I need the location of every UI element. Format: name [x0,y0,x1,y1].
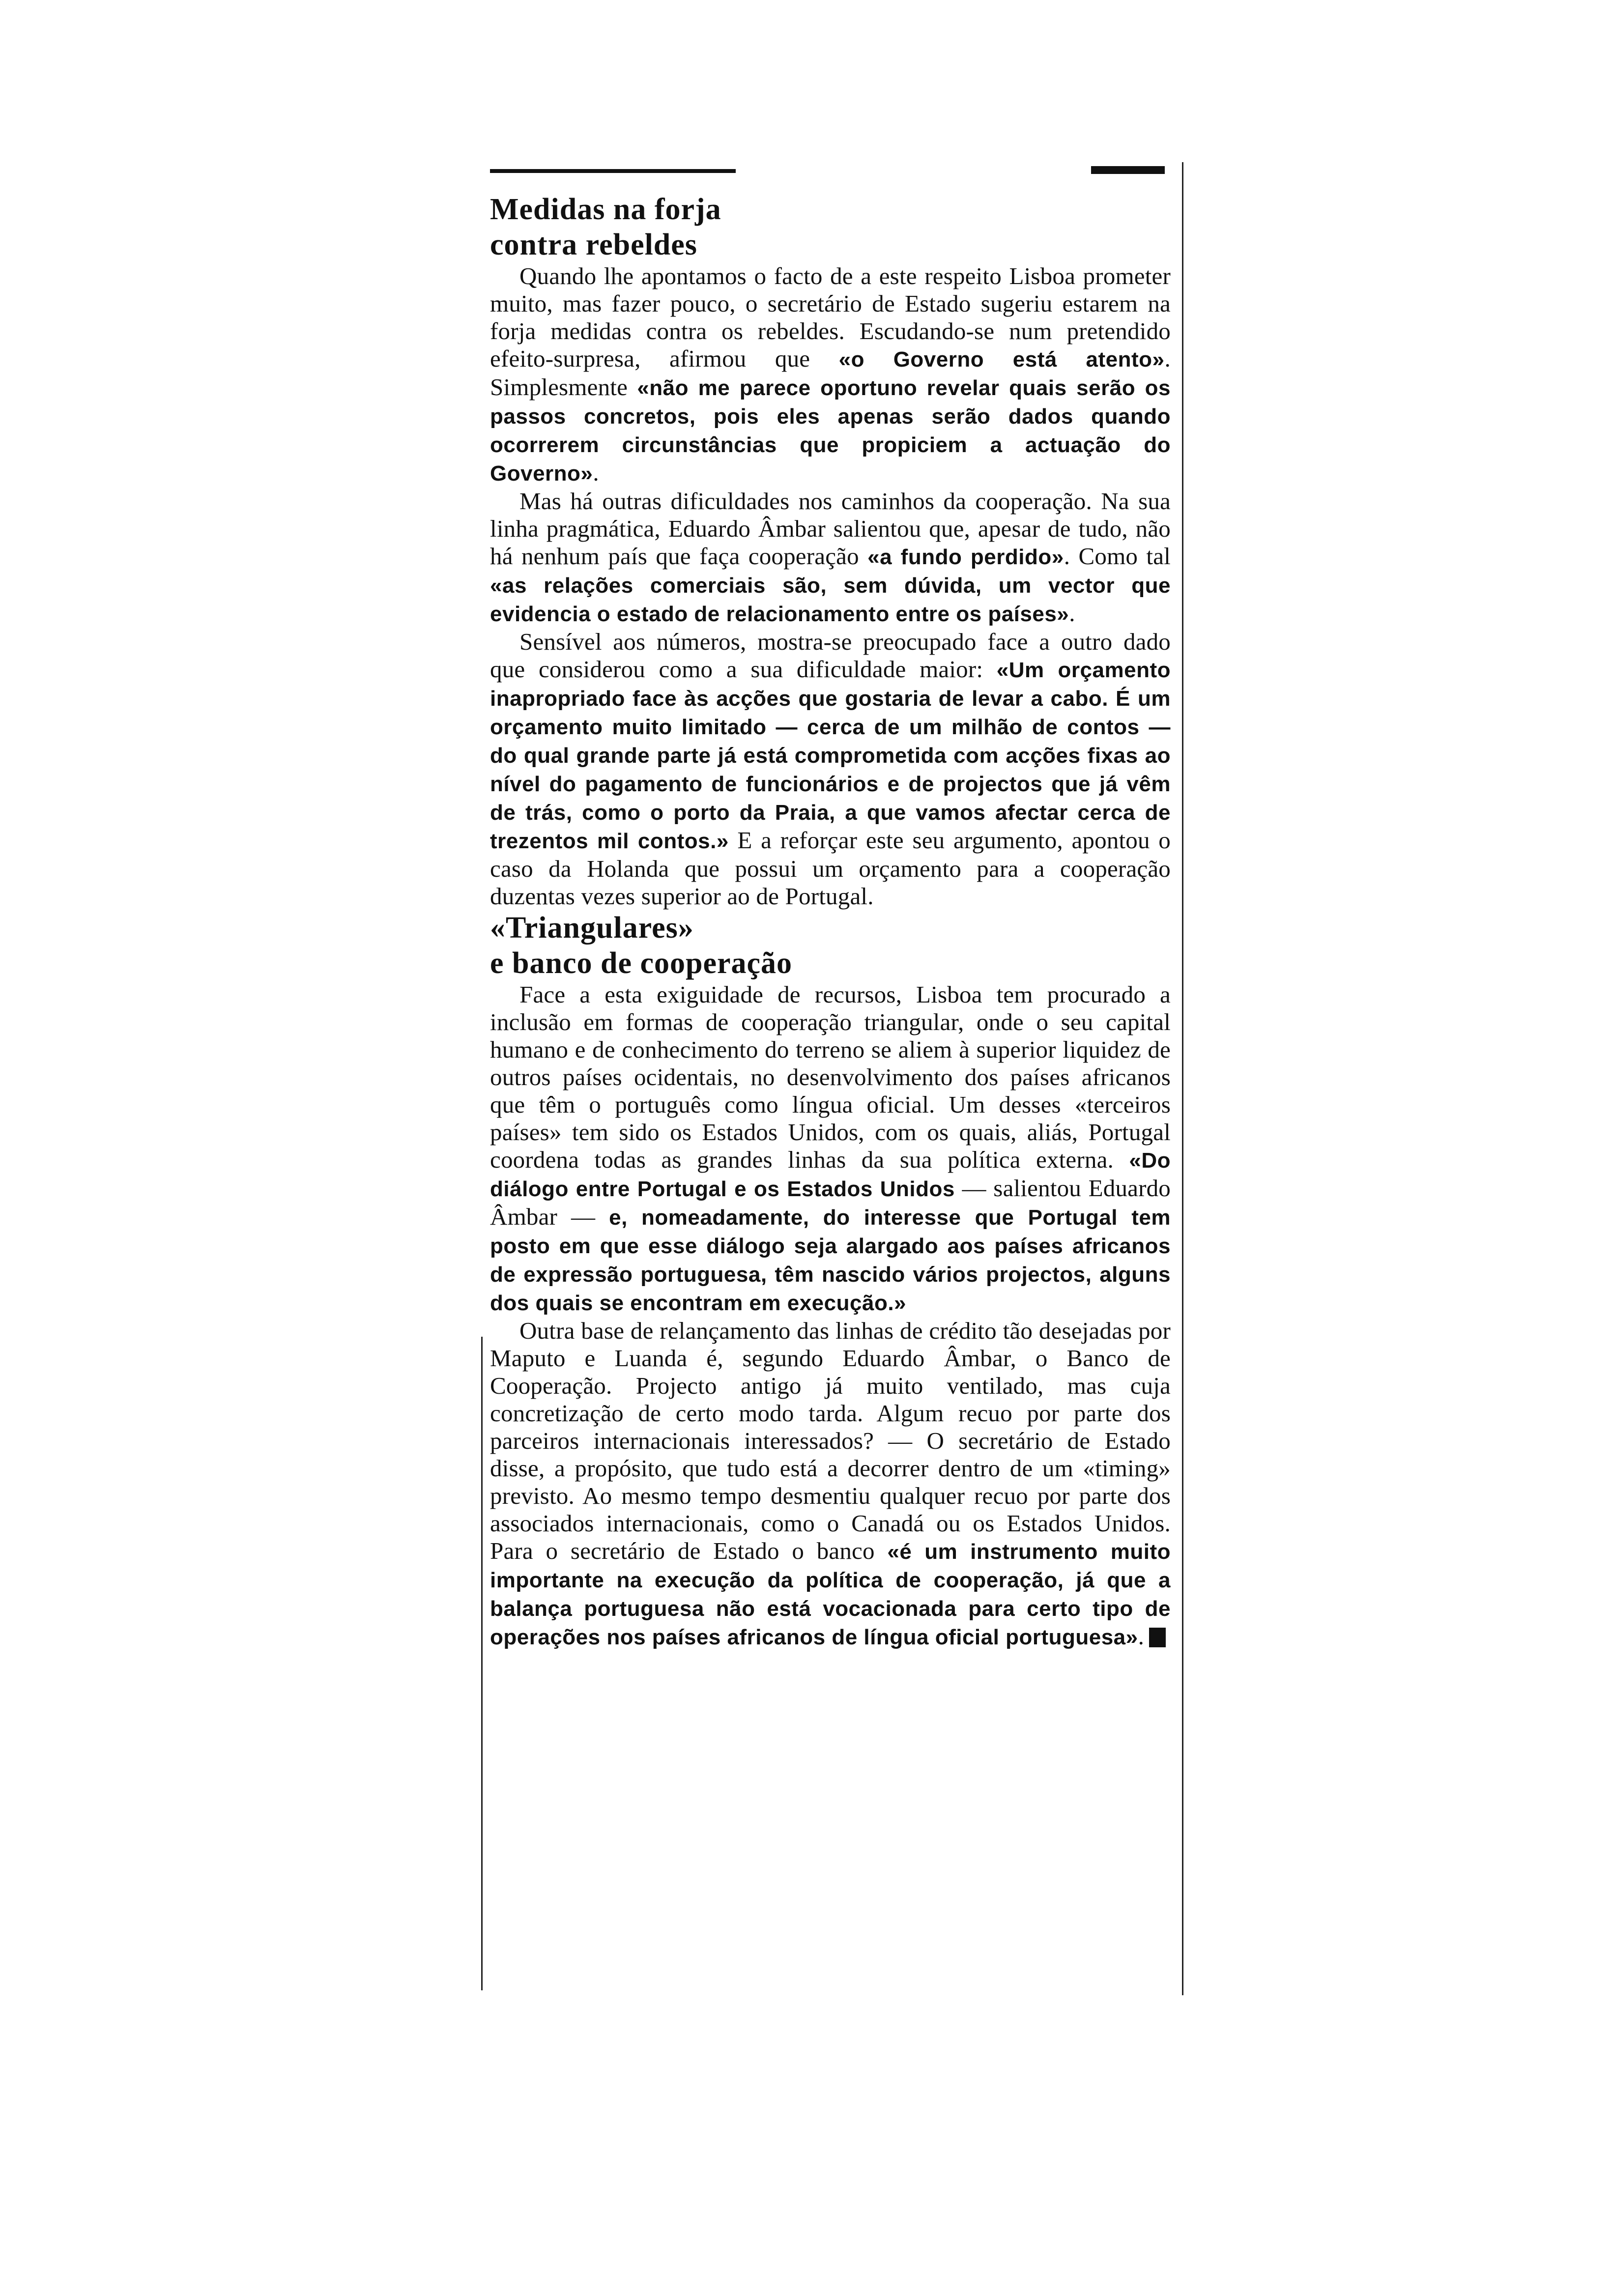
text-run: Sensível aos números, mostra-se preocupado face a outro dado que considerou como a sua dificuldade maior: [490,628,1171,683]
text-run: E a reforçar este seu argumento, apontou o caso da Holanda que possui um orçamento para a cooperação duzentas vezes superior ao de Portugal. [490,827,1171,910]
text-run: Mas há outras dificuldades nos caminhos da cooperação. Na sua linha pragmática, Eduardo Âmbar salientou que, apesar de tudo, não há nenhum país que faça cooperação [490,488,1171,570]
end-of-article-mark [1149,1628,1166,1647]
quote-run: «as relações comerciais são, sem dúvida, um vector que evidencia o estado de relacionamento entre os países» [490,574,1171,626]
subheading-line: e banco de cooperação [490,947,793,980]
top-rule-left [490,169,736,173]
quote-run: «não me parece oportuno revelar quais serão os passos concretos, pois eles apenas serão dados quando ocorrerem circunstâncias que propiciem a actuação do Governo» [490,376,1171,486]
paragraph-governo-atento [490,262,1171,488]
column-rule-left [481,1337,483,1990]
subheading-line: «Triangulares» [490,911,694,945]
quote-run: «Do diálogo entre Portugal e os Estados Unidos [490,1148,1171,1201]
subheading-medidas [490,192,1171,262]
text-run: — salientou Eduardo Âmbar — [490,1175,1171,1230]
text-run: . [593,459,599,486]
paragraph-dificuldades [490,488,1171,628]
subheading-line: contra rebeldes [490,228,697,261]
quote-run: «o Governo está atento» [838,347,1165,372]
newspaper-clipping [484,147,1197,2030]
column-rule-right [1182,162,1183,1995]
text-run: . [1138,1623,1145,1650]
paragraph-orcamento [490,628,1171,910]
top-rule-right [1091,166,1165,174]
quote-run: «Um orçamento inapropriado face às acções que gostaria de levar a cabo. É um orçamento muito limitado — cerca de um milhão de contos — do qual grande parte já está comprometida com acções fixas ao nível do pagamento de funcionários e de projectos que já vêm de trás, como o porto da Praia, a que vamos afectar cerca de trezentos mil contos.» [490,658,1171,853]
text-run: Face a esta exiguidade de recursos, Lisboa tem procurado a inclusão em formas de cooperação triangular, onde o seu capital humano e de conhecimento do terreno se aliem à superior liquidez de outros países ocidentais, no desenvolvimento dos países africanos que têm o português como língua oficial. Um desses «terceiros países» tem sido os Estados Unidos, com os quais, aliás, Portugal coordena todas as grandes linhas da sua política externa. [490,981,1171,1173]
text-run: Outra base de relançamento das linhas de crédito tão desejadas por Maputo e Luanda é, segundo Eduardo Âmbar, o Banco de Cooperação. Projecto antigo já muito ventilado, mas cuja concretização de certo modo tarda. Algum recuo por parte dos parceiros internacionais interessados? — O secretário de Estado disse, a propósito, que tudo está a decorrer dentro de um «timing» previsto. Ao mesmo tempo desmentiu qualquer recuo por parte dos associados internacionais, como o Canadá ou os Estados Unidos. Para o secretário de Estado o banco [490,1317,1171,1564]
quote-run: «a fundo perdido» [867,545,1064,569]
paragraph-banco-cooperacao [490,1317,1171,1651]
text-run: . Simplesmente [490,345,1171,401]
quote-run: e, nomeadamente, do interesse que Portugal tem posto em que esse diálogo seja alargado aos países africanos de expressão portuguesa, têm nascido vários projectos, alguns dos quais se encontram em execução.» [490,1205,1171,1315]
subheading-triangulares [490,910,1171,981]
quote-run: «é um instrumento muito importante na execução da política de cooperação, já que a balança portuguesa não está vocacionada para certo tipo de operações nos países africanos de língua oficial portuguesa» [490,1540,1171,1649]
text-run: . [1069,600,1075,627]
text-run: Quando lhe apontamos o facto de a este respeito Lisboa prometer muito, mas fazer pouco, o secretário de Estado sugeriu estarem na forja medidas contra os rebeldes. Escudando-se num pretendido efeito-surpresa, afirmou que [490,262,1171,372]
article-column [490,192,1171,2010]
subheading-line: Medidas na forja [490,193,721,226]
text-run: . Como tal [1064,543,1171,570]
paragraph-cooperacao-triangular [490,981,1171,1317]
